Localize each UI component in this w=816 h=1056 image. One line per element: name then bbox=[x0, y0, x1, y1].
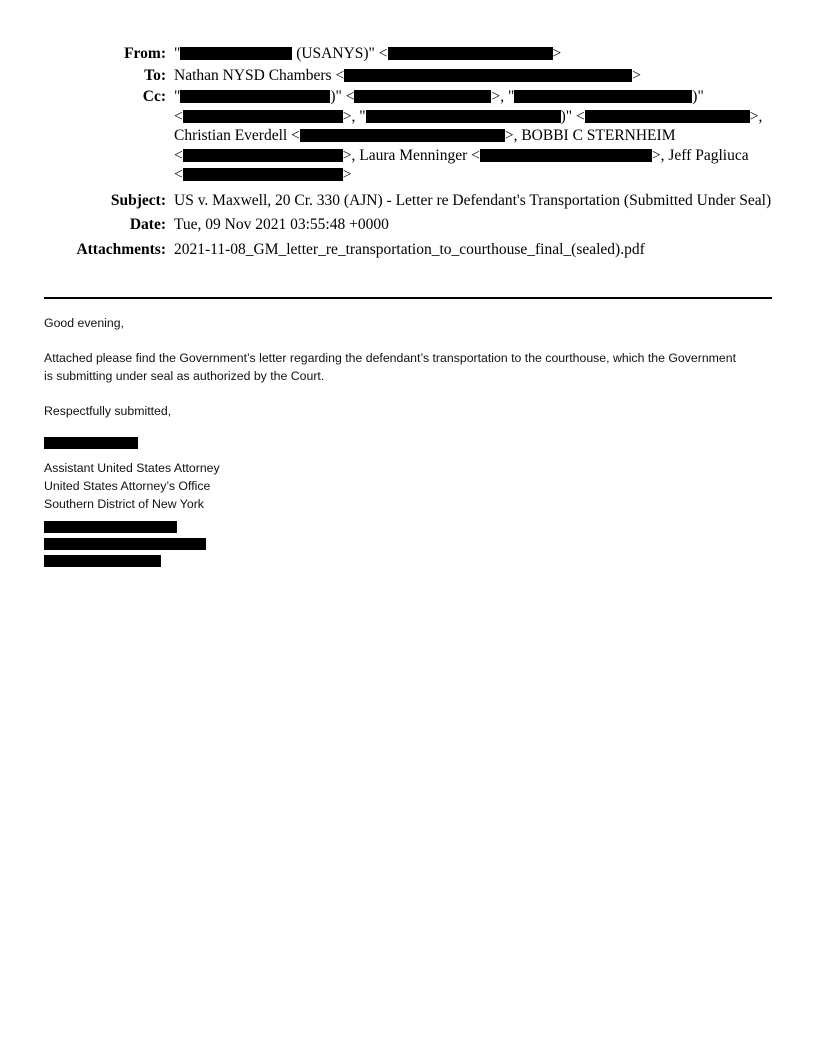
to-angle-close: > bbox=[632, 66, 641, 84]
redaction-bar bbox=[183, 149, 343, 162]
header-row-to bbox=[44, 66, 772, 86]
cc-part-2: < bbox=[345, 88, 355, 105]
cc-part-9: >, bbox=[749, 107, 763, 125]
signature-office: United States Attorney’s Office bbox=[44, 479, 211, 493]
redaction-bar bbox=[44, 555, 161, 567]
cc-part-13: >, Laura Menninger < bbox=[342, 146, 480, 164]
to-value bbox=[174, 66, 772, 86]
redaction-bar bbox=[366, 110, 561, 123]
cc-part-4: )" bbox=[692, 88, 704, 105]
redaction-bar bbox=[180, 47, 292, 60]
date-label: Date: bbox=[129, 216, 166, 233]
redaction-bar bbox=[44, 437, 138, 449]
email-header bbox=[44, 44, 772, 261]
header-row-subject bbox=[44, 191, 772, 211]
redaction-bar bbox=[300, 129, 505, 142]
header-row-attachments bbox=[44, 240, 772, 260]
subject-label: Subject: bbox=[110, 191, 166, 209]
redaction-bar bbox=[585, 110, 750, 123]
date-value: Tue, 09 Nov 2021 03:55:48 +0000 bbox=[174, 216, 389, 233]
signature-title: Assistant United States Attorney bbox=[44, 461, 220, 475]
from-angle-close: > bbox=[552, 45, 562, 62]
signature-block bbox=[44, 437, 744, 567]
cc-part-1: )" bbox=[330, 88, 342, 105]
from-quote-open: " bbox=[174, 45, 181, 62]
from-label: From: bbox=[124, 45, 166, 62]
redaction-bar bbox=[388, 47, 553, 60]
cc-part-7: )" bbox=[560, 107, 573, 125]
header-body-divider bbox=[44, 297, 772, 299]
cc-part-12: < bbox=[174, 146, 183, 164]
email-body bbox=[44, 314, 744, 572]
from-angle-open: < bbox=[378, 45, 388, 62]
cc-part-15: < bbox=[174, 166, 183, 183]
redaction-bar bbox=[514, 90, 692, 103]
body-closing: Respectfully submitted, bbox=[44, 404, 172, 418]
redaction-bar bbox=[354, 90, 491, 103]
redaction-bar bbox=[44, 538, 206, 550]
header-row-cc bbox=[44, 87, 772, 185]
subject-value: US v. Maxwell, 20 Cr. 330 (AJN) - Letter re Defendant's Transportation (Submitted Under Seal) bbox=[174, 191, 772, 209]
attachments-label: Attachments: bbox=[76, 240, 166, 258]
cc-part-16: > bbox=[342, 166, 352, 183]
cc-part-5: < bbox=[174, 107, 183, 125]
redaction-bar bbox=[183, 110, 343, 123]
header-row-from bbox=[44, 44, 772, 64]
cc-label: Cc: bbox=[142, 88, 166, 105]
redaction-bar bbox=[44, 521, 177, 533]
header-row-date bbox=[44, 215, 772, 235]
to-name: Nathan NYSD Chambers bbox=[174, 66, 332, 84]
to-angle-open: < bbox=[335, 66, 345, 84]
cc-part-3: >, " bbox=[491, 88, 515, 105]
body-greeting: Good evening, bbox=[44, 316, 124, 330]
from-value bbox=[174, 44, 772, 64]
cc-part-8: < bbox=[575, 107, 585, 125]
signature-district: Southern District of New York bbox=[44, 497, 204, 511]
body-paragraph: Attached please find the Government’s letter regarding the defendant’s transportation to the courthouse, which the Government is submitting under seal as authorized by the Court. bbox=[44, 351, 737, 383]
redaction-bar bbox=[180, 90, 330, 103]
attachment-filename: 2021-11-08_GM_letter_re_transportation_to_courthouse_final_(sealed).pdf bbox=[174, 240, 645, 258]
to-label: To: bbox=[144, 66, 166, 84]
redaction-bar bbox=[183, 168, 343, 181]
cc-value bbox=[174, 87, 772, 185]
cc-name-everdell: Christian Everdell < bbox=[174, 127, 300, 144]
cc-part-0: " bbox=[174, 88, 181, 105]
redaction-bar bbox=[480, 149, 652, 162]
redaction-bar bbox=[344, 69, 632, 82]
from-org: (USANYS)" bbox=[296, 45, 375, 62]
cc-part-14: >, Jeff Pagliuca bbox=[651, 146, 749, 164]
cc-part-6: >, " bbox=[342, 107, 366, 125]
cc-part-11: >, BOBBI C STERNHEIM bbox=[504, 127, 676, 144]
